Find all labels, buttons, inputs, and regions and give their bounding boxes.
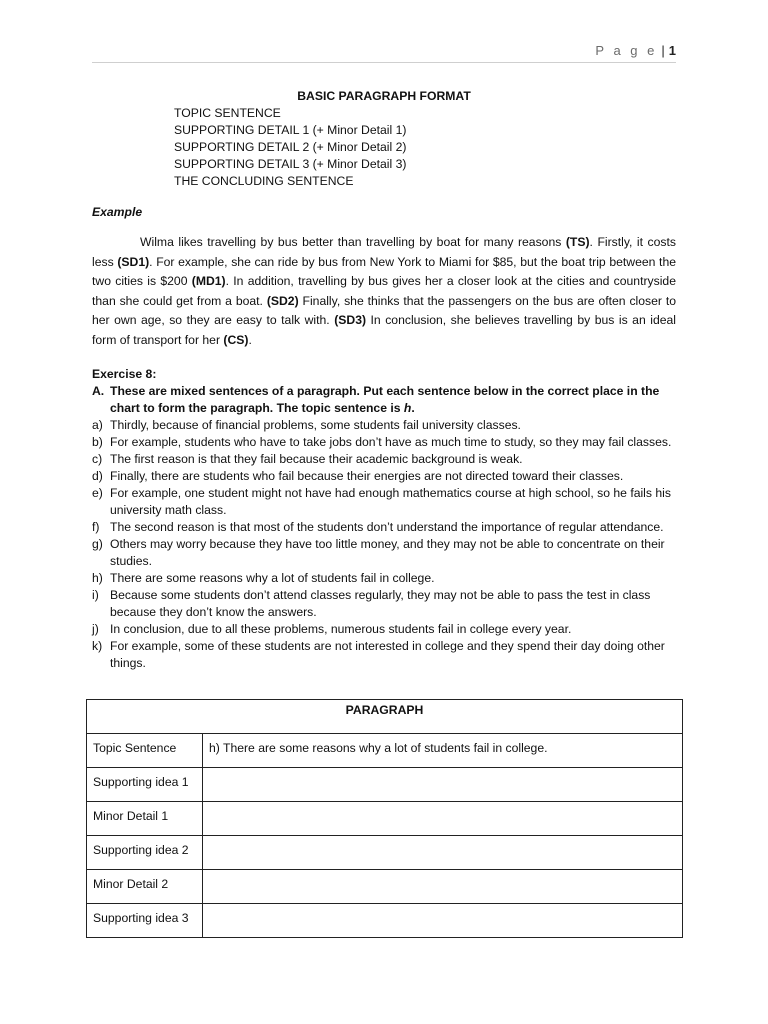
exercise-list <box>92 383 676 672</box>
exercise-item <box>92 621 676 638</box>
exercise-item-text: The second reason is that most of the students don’t understand the importance of regular attendance. <box>110 520 664 534</box>
example-text: . <box>248 332 252 347</box>
table-row <box>87 802 683 836</box>
exercise-item-marker: a) <box>92 418 103 432</box>
example-text: . Firstly, it costs less <box>92 235 676 269</box>
instruction-end: . <box>411 401 415 415</box>
exercise-item-text: Others may worry because they have too little money, and they may not be able to concentrate on their studies. <box>110 537 665 568</box>
exercise-instruction <box>92 383 676 417</box>
exercise-item-text: Finally, there are students who fail because their energies are not directed toward their classes. <box>110 469 624 483</box>
exercise-item <box>92 587 676 621</box>
example-label: (SD1) <box>117 254 150 269</box>
example-paragraph <box>92 233 676 350</box>
table-row <box>87 768 683 802</box>
row-value <box>203 904 683 938</box>
table-row <box>87 870 683 904</box>
instruction-marker: A. <box>92 384 105 398</box>
exercise-item-marker: k) <box>92 639 103 653</box>
page-number: 1 <box>668 43 676 58</box>
format-item: TOPIC SENTENCE <box>174 106 281 120</box>
example-label: (MD1) <box>191 274 226 288</box>
exercise-item-text: For example, one student might not have had enough mathematics course at high school, so he fails his university math class. <box>110 486 671 517</box>
row-label: Supporting idea 3 <box>87 904 203 938</box>
example-label: (CS) <box>223 332 249 347</box>
instruction-text: These are mixed sentences of a paragraph. Put each sentence below in the correct place in the chart to form the paragraph. The topic sentence is <box>110 384 660 415</box>
exercise-item-text: The first reason is that they fail because their academic background is weak. <box>110 452 523 466</box>
page-word: P a g e <box>595 43 658 58</box>
exercise-item-marker: c) <box>92 452 103 466</box>
exercise-item-text: There are some reasons why a lot of students fail in college. <box>110 571 435 585</box>
table-body <box>87 734 683 938</box>
format-item: SUPPORTING DETAIL 2 (+ Minor Detail 2) <box>174 140 407 154</box>
row-value <box>203 768 683 802</box>
table-header-row <box>87 700 683 734</box>
example-text: In conclusion, she believes travelling by bus is an ideal form of transport for her <box>92 313 676 347</box>
exercise-item-text: Because some students don’t attend classes regularly, they may not be able to pass the test in class because they don’t know the answers. <box>110 588 651 619</box>
exercise-title: Exercise 8: <box>92 367 157 381</box>
row-label: Topic Sentence <box>87 734 203 768</box>
example-label: (SD2) <box>266 293 299 308</box>
exercise-item-marker: i) <box>92 588 99 602</box>
page-header <box>595 43 676 58</box>
exercise-item <box>92 417 676 434</box>
exercise-item-marker: h) <box>92 571 103 585</box>
table-row <box>87 904 683 938</box>
row-value <box>203 836 683 870</box>
exercise-item <box>92 638 676 672</box>
exercise-item-text: For example, some of these students are not interested in college and they spend their day doing other things. <box>110 639 665 670</box>
exercise-item-text: For example, students who have to take jobs don’t have as much time to study, so they may fail classes. <box>110 435 672 449</box>
row-label: Supporting idea 2 <box>87 836 203 870</box>
exercise-item-marker: d) <box>92 469 103 483</box>
exercise-item-marker: b) <box>92 435 103 449</box>
document-title: BASIC PARAGRAPH FORMAT <box>297 89 471 103</box>
row-value <box>203 870 683 904</box>
row-value: h) There are some reasons why a lot of students fail in college. <box>203 734 683 768</box>
exercise-item <box>92 451 676 468</box>
format-item: THE CONCLUDING SENTENCE <box>174 174 354 188</box>
exercise-item <box>92 485 676 519</box>
example-label: (SD3) <box>334 313 367 327</box>
exercise-item-marker: e) <box>92 486 103 500</box>
table-row <box>87 836 683 870</box>
row-label: Supporting idea 1 <box>87 768 203 802</box>
instruction-topic-letter: h <box>403 401 412 415</box>
document-body <box>92 88 676 672</box>
example-text: . For example, she can ride by bus from New York to Miami for $85, but the boat trip between the two cities is $200 <box>92 254 677 288</box>
format-list <box>174 105 676 190</box>
row-value <box>203 802 683 836</box>
example-text: Finally, she thinks that the passengers on the bus are often closer to her own age, so they are easy to talk with. <box>92 293 676 327</box>
example-heading: Example <box>92 205 143 219</box>
row-label: Minor Detail 1 <box>87 802 203 836</box>
exercise-item-text: Thirdly, because of financial problems, some students fail university classes. <box>110 418 521 432</box>
exercise-item-text: In conclusion, due to all these problems, numerous students fail in college every year. <box>110 622 572 636</box>
example-text: . In addition, travelling by bus gives her a closer look at the cities and countryside than she could get from a boat. <box>92 274 676 308</box>
exercise-item-marker: g) <box>92 537 103 551</box>
format-item: SUPPORTING DETAIL 1 (+ Minor Detail 1) <box>174 123 407 137</box>
example-label: (TS) <box>565 235 590 249</box>
example-text: Wilma likes travelling by bus better than travelling by boat for many reasons <box>140 235 566 249</box>
table-row <box>87 734 683 768</box>
exercise-item <box>92 468 676 485</box>
table-heading: PARAGRAPH <box>87 700 683 734</box>
format-item: SUPPORTING DETAIL 3 (+ Minor Detail 3) <box>174 157 407 171</box>
exercise-item <box>92 434 676 451</box>
paragraph-table <box>86 699 683 938</box>
exercise-item <box>92 536 676 570</box>
page-separator: | <box>661 43 665 58</box>
header-rule <box>92 62 676 63</box>
exercise-item-marker: j) <box>92 622 99 636</box>
exercise-item <box>92 519 676 536</box>
row-label: Minor Detail 2 <box>87 870 203 904</box>
exercise-item-marker: f) <box>92 520 100 534</box>
exercise-item <box>92 570 676 587</box>
